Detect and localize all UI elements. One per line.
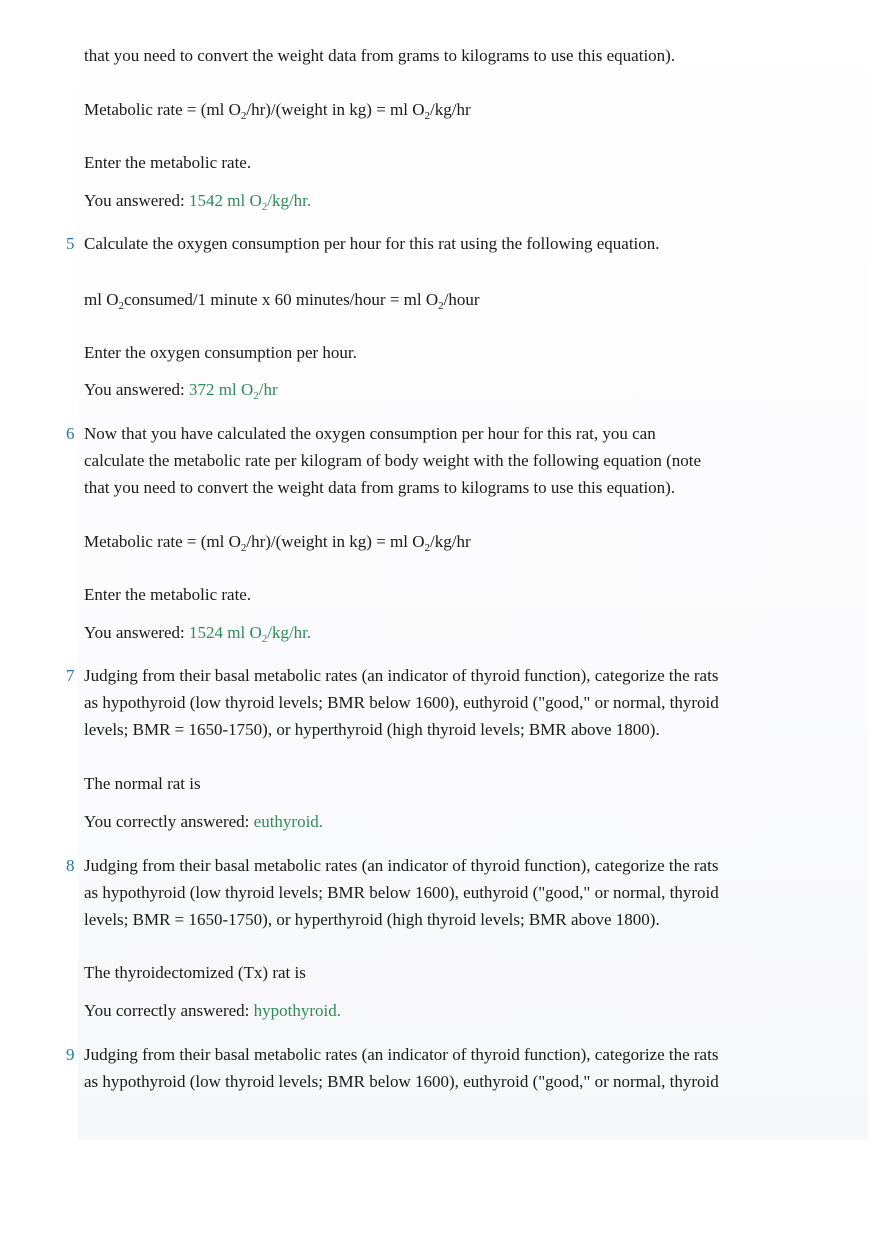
question-7-answer-value: euthyroid. [253,812,324,831]
question-8-answer-value: hypothyroid. [253,1001,342,1020]
question-5-prompt: Enter the oxygen consumption per hour. [84,343,357,362]
question-6-line-3: that you need to convert the weight data from grams to kilograms to use this equation). [84,478,676,497]
question-9-line-2: as hypothyroid (low thyroid levels; BMR below 1600), euthyroid ("good," or normal, thyroid [84,1072,719,1091]
question-5-answer: You answered: 372 ml $O_2/hr$ [84,380,278,402]
question-number-8: 8 [66,856,75,875]
question-5-answer-value: 372 ml $O_2/hr$ [189,380,278,402]
question-7-answer: You correctly answered: euthyroid. [84,812,324,831]
question-8-line-2: as hypothyroid (low thyroid levels; BMR below 1600), euthyroid ("good," or normal, thyroid [84,883,719,902]
question-6-answer: You answered: 1524 ml $O_2/kg/hr$. [84,623,312,645]
question-5-text: Calculate the oxygen consumption per hour for this rat using the following equation. [84,234,660,253]
question-7-line-1: Judging from their basal metabolic rates (an indicator of thyroid function), categorize the rats [84,666,719,685]
question-number-7: 7 [66,666,75,685]
question-number-6: 6 [66,424,75,443]
question-7-line-2: as hypothyroid (low thyroid levels; BMR below 1600), euthyroid ("good," or normal, thyroid [84,693,719,712]
question-6-prompt: Enter the metabolic rate. [84,585,252,604]
answer-a-value: 1542 ml $O_2/kg/hr$. [189,191,312,213]
question-6-line-1: Now that you have calculated the oxygen consumption per hour for this rat, you can [84,424,656,443]
question-7-line-3: levels; BMR = 1650-1750), or hyperthyroid (high thyroid levels; BMR above 1800). [84,720,660,739]
question-8-prompt: The thyroidectomized (Tx) rat is [84,963,306,982]
question-7-prompt: The normal rat is [84,774,201,793]
question-5-equation: ml $O_2consumed/1$ minute x 60 minutes/hour = ml $O_2$/hour [84,290,480,312]
question-6-answer-value: 1524 ml $O_2/kg/hr$. [189,623,312,645]
question-8-line-3: levels; BMR = 1650-1750), or hyperthyroid (high thyroid levels; BMR above 1800). [84,910,660,929]
question-number-5: 5 [66,234,75,253]
question-6-equation: Metabolic rate = (ml $O_2/hr)/(weight$ in kg) = ml $O_2/kg/hr$ [84,532,471,554]
equation-metabolic-rate-a: Metabolic rate = (ml $O_2/hr)/(weight$ in kg) = ml $O_2/kg/hr$ [84,100,471,122]
question-8-line-1: Judging from their basal metabolic rates (an indicator of thyroid function), categorize the rats [84,856,719,875]
intro-tail-text: that you need to convert the weight data from grams to kilograms to use this equation). [84,46,676,65]
answer-a: You answered: 1542 ml $O_2/kg/hr$. [84,191,312,213]
question-6-line-2: calculate the metabolic rate per kilogram of body weight with the following equation (note [84,451,701,470]
question-9-line-1: Judging from their basal metabolic rates (an indicator of thyroid function), categorize the rats [84,1045,719,1064]
question-8-answer: You correctly answered: hypothyroid. [84,1001,342,1020]
question-number-9: 9 [66,1045,75,1064]
prompt-a: Enter the metabolic rate. [84,153,252,172]
